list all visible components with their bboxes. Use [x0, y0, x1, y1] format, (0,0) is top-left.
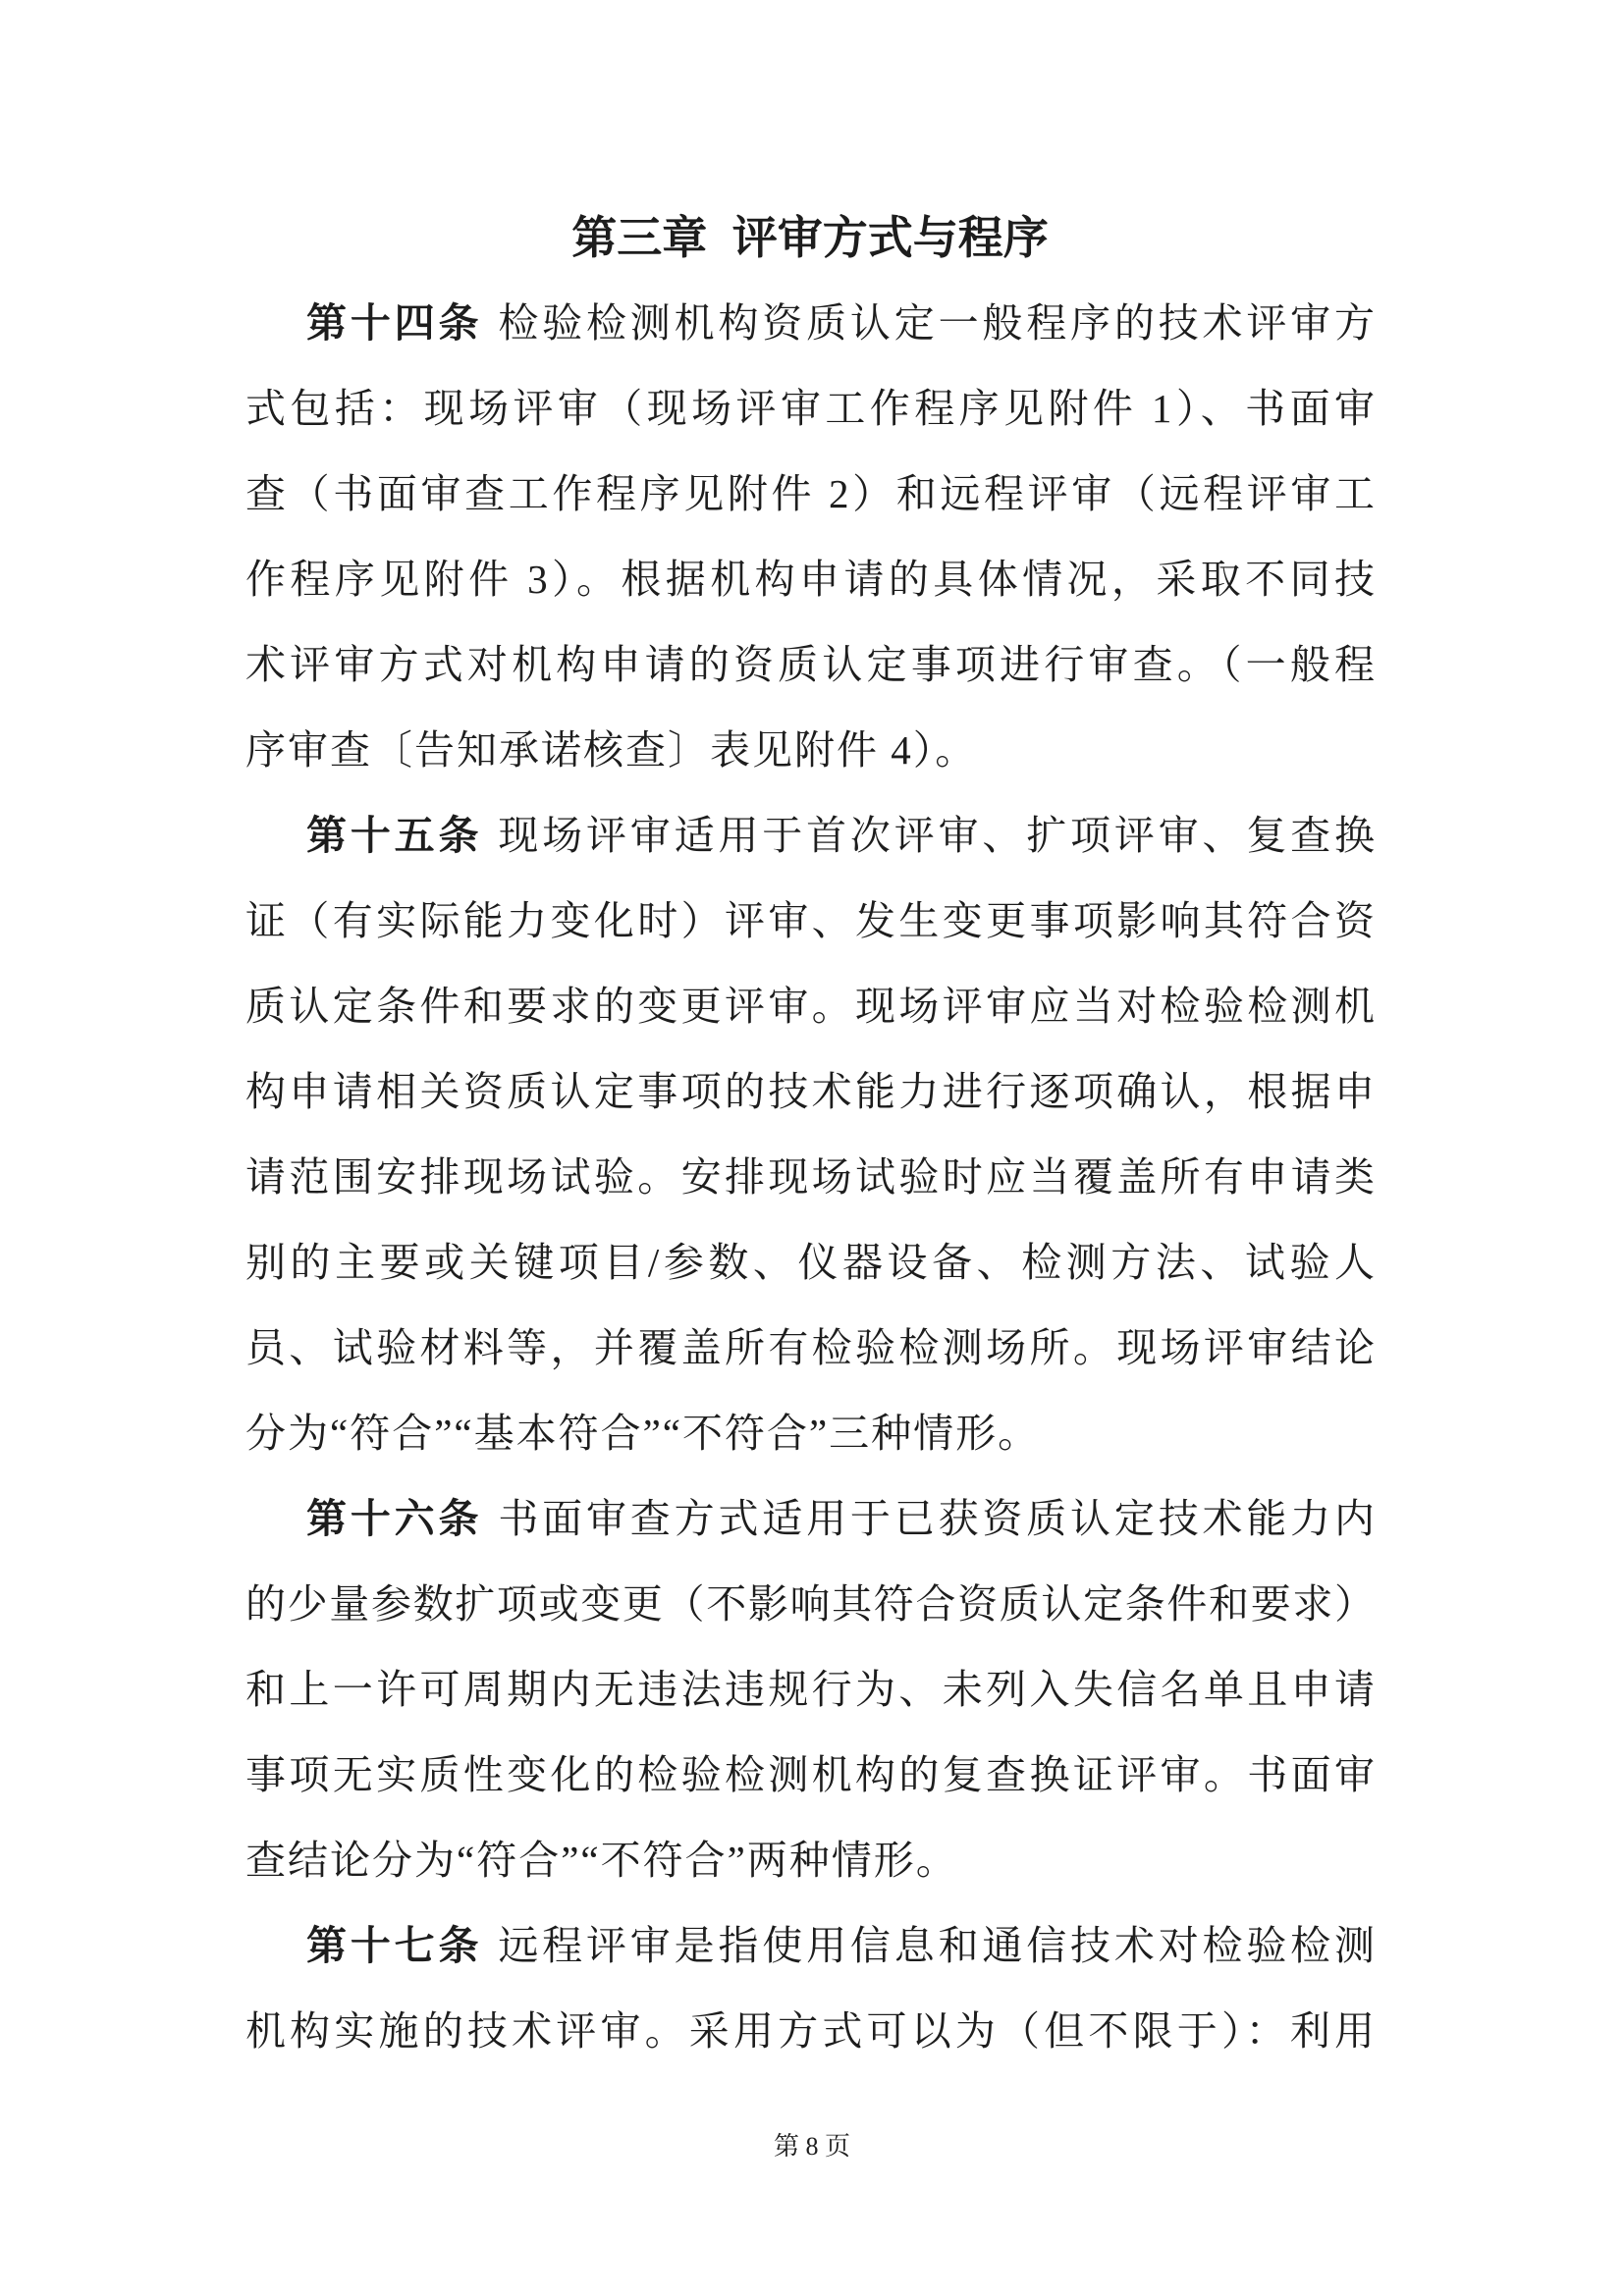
paragraph-line: [245, 1391, 1375, 1476]
paragraph-line: [245, 964, 1375, 1049]
paragraph-line: [245, 537, 1375, 622]
document-body: [245, 281, 1375, 2074]
line-text: 请范围安排现场试验。安排现场试验时应当覆盖所有申请类: [245, 1154, 1375, 1200]
article-number: 第十五条: [306, 813, 483, 858]
paragraph-first-line: [245, 793, 1375, 879]
line-text: 作程序见附件 3）。根据机构申请的具体情况，采取不同技: [245, 557, 1375, 602]
paragraph-line: [245, 366, 1375, 452]
article-number: 第十七条: [306, 1923, 483, 1968]
article-number: 第十四条: [306, 300, 483, 346]
paragraph-first-line: [245, 1476, 1375, 1562]
line-text: 机构实施的技术评审。采用方式可以为（但不限于）：利用: [245, 2008, 1375, 2054]
paragraph-line: [245, 452, 1375, 537]
line-text: 术评审方式对机构申请的资质认定事项进行审查。（一般程: [245, 642, 1375, 687]
line-text: 式包括：现场评审（现场评审工作程序见附件 1）、书面审: [245, 386, 1375, 431]
paragraph-line: [245, 879, 1375, 964]
paragraph-line: [245, 1306, 1375, 1391]
line-text: 远程评审是指使用信息和通信技术对检验检测: [498, 1923, 1376, 1968]
paragraph-line: [245, 1733, 1375, 1818]
paragraph-line: [245, 1818, 1375, 1903]
line-text: 检验检测机构资质认定一般程序的技术评审方: [498, 300, 1376, 346]
paragraph-line: [245, 1049, 1375, 1135]
line-text: 证（有实际能力变化时）评审、发生变更事项影响其符合资: [245, 898, 1375, 943]
line-text: 构申请相关资质认定事项的技术能力进行逐项确认，根据申: [245, 1069, 1375, 1114]
paragraph-line: [245, 1562, 1375, 1647]
paragraph-line: [245, 1989, 1375, 2074]
chapter-title: 第三章 评审方式与程序: [571, 213, 1049, 263]
line-text: 现场评审适用于首次评审、扩项评审、复查换: [498, 813, 1376, 858]
paragraph-line: [245, 708, 1375, 793]
line-text: 别的主要或关键项目/参数、仪器设备、检测方法、试验人: [245, 1240, 1375, 1285]
paragraph-first-line: [245, 1903, 1375, 1989]
line-text: 序审查〔告知承诺核查〕表见附件 4）。: [245, 727, 978, 773]
line-text: 的少量参数扩项或变更（不影响其符合资质认定条件和要求）: [245, 1581, 1375, 1627]
line-text: 质认定条件和要求的变更评审。现场评审应当对检验检测机: [245, 984, 1375, 1029]
paragraph-line: [245, 622, 1375, 708]
line-text: 书面审查方式适用于已获资质认定技术能力内: [498, 1496, 1376, 1541]
line-text: 事项无实质性变化的检验检测机构的复查换证评审。书面审: [245, 1752, 1375, 1797]
line-text: 查（书面审查工作程序见附件 2）和远程评审（远程评审工: [245, 471, 1375, 516]
paragraph-line: [245, 1135, 1375, 1220]
line-text: 查结论分为“符合”“不符合”两种情形。: [245, 1838, 958, 1883]
document-content: [245, 195, 1375, 2074]
line-text: 员、试验材料等，并覆盖所有检验检测场所。现场评审结论: [245, 1325, 1375, 1370]
line-text: 和上一许可周期内无违法违规行为、未列入失信名单且申请: [245, 1667, 1375, 1712]
article-number: 第十六条: [306, 1496, 483, 1541]
page-number: 第 8 页: [773, 2132, 850, 2161]
paragraph-line: [245, 1647, 1375, 1733]
paragraph-line: [245, 1220, 1375, 1306]
line-text: 分为“符合”“基本符合”“不符合”三种情形。: [245, 1411, 1041, 1456]
paragraph-first-line: [245, 281, 1375, 366]
